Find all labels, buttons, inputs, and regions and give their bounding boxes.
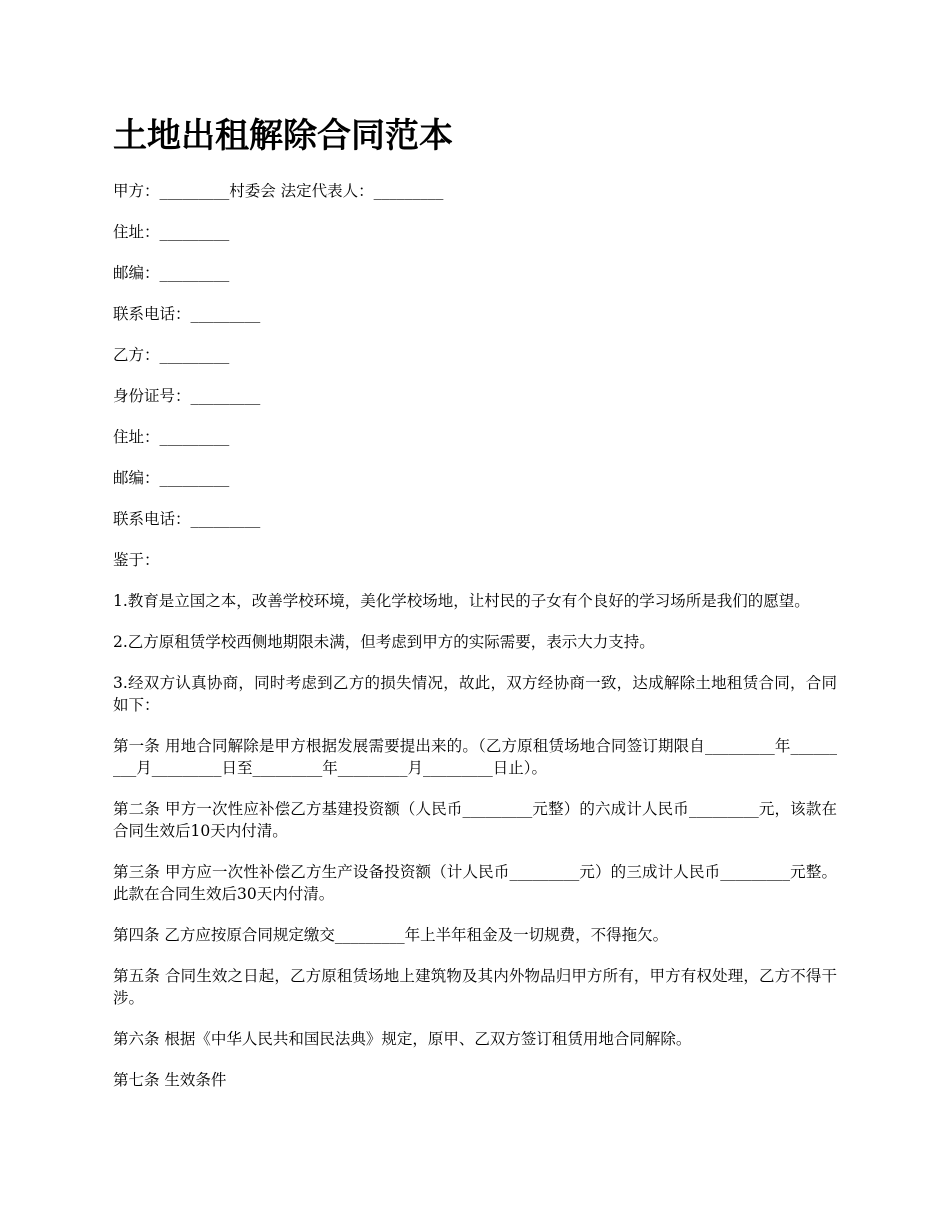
article-2: 第二条 甲方一次性应补偿乙方基建投资额（人民币_________元整）的六成计人民币_________元，该款在合同生效后10天内付清。: [113, 800, 837, 840]
party-b-line: 乙方：_________: [113, 346, 230, 364]
party-a-phone: 联系电话：_________: [113, 305, 261, 323]
recital-3: 3.经双方认真协商，同时考虑到乙方的损失情况，故此，双方经协商一致，达成解除土地租赁合同，合同如下：: [113, 674, 837, 714]
article-7: 第七条 生效条件: [113, 1071, 227, 1089]
article-1: 第一条 用地合同解除是甲方根据发展需要提出来的。（乙方原租赁场地合同签订期限自_________年_________月_________日至_________年_________月_________日止）。: [113, 737, 837, 777]
party-a-line: 甲方：_________村委会 法定代表人：_________: [113, 182, 444, 200]
party-a-postcode: 邮编：_________: [113, 264, 230, 282]
article-6: 第六条 根据《中华人民共和国民法典》规定，原甲、乙双方签订租赁用地合同解除。: [113, 1030, 692, 1048]
article-5: 第五条 合同生效之日起，乙方原租赁场地上建筑物及其内外物品归甲方所有，甲方有权处理，乙方不得干涉。: [113, 967, 837, 1007]
article-3: 第三条 甲方应一次性补偿乙方生产设备投资额（计人民币_________元）的三成计人民币_________元整。此款在合同生效后30天内付清。: [113, 863, 837, 903]
party-b-postcode: 邮编：_________: [113, 469, 230, 487]
article-4: 第四条 乙方应按原合同规定缴交_________年上半年租金及一切规费，不得拖欠。: [113, 926, 669, 944]
recital-2: 2.乙方原租赁学校西侧地期限未满，但考虑到甲方的实际需要，表示大力支持。: [113, 633, 655, 651]
party-b-id-number: 身份证号：_________: [113, 387, 261, 405]
document-title: 土地出租解除合同范本: [113, 116, 453, 156]
document-page: [113, 110, 837, 1110]
party-b-address: 住址：_________: [113, 428, 230, 446]
recital-1: 1.教育是立国之本，改善学校环境，美化学校场地，让村民的子女有个良好的学习场所是我们的愿望。: [113, 592, 810, 610]
whereas-heading: 鉴于：: [113, 551, 160, 569]
party-a-address: 住址：_________: [113, 223, 230, 241]
party-b-phone: 联系电话：_________: [113, 510, 261, 528]
